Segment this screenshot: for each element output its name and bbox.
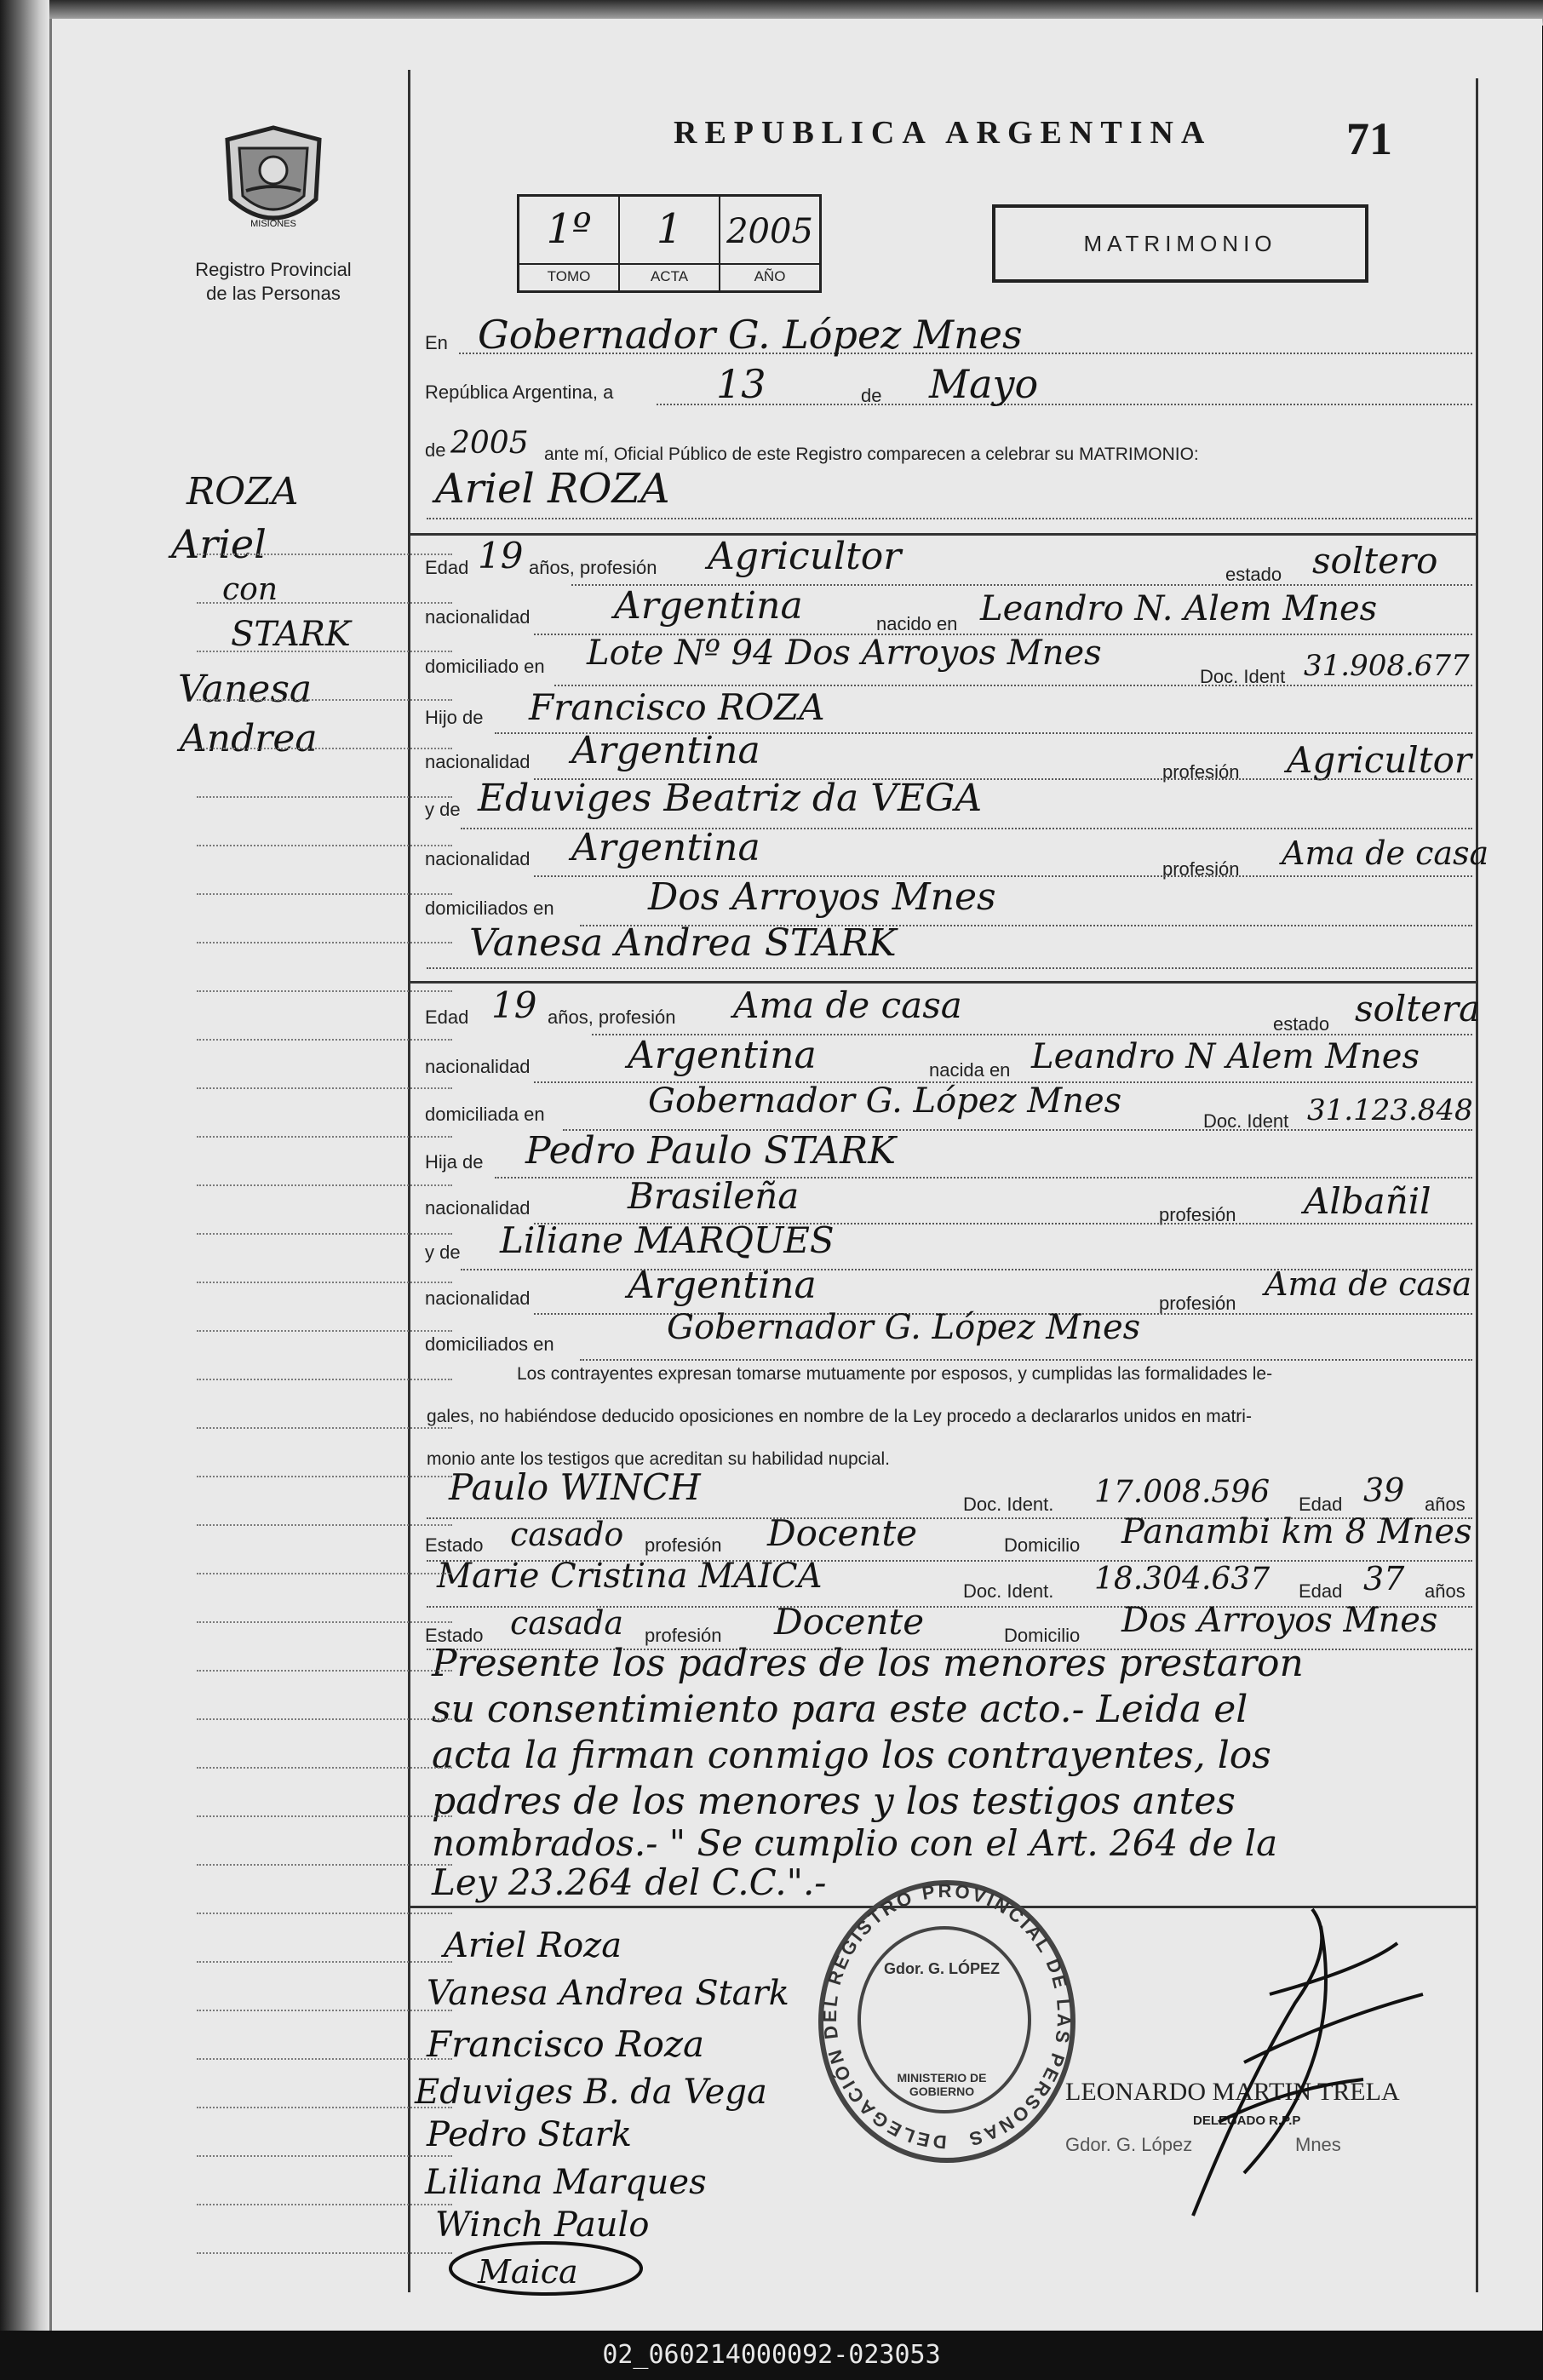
groom-domicile: Lote Nº 94 Dos Arroyos Mnes — [587, 634, 1102, 673]
margin-ruled-line — [197, 1621, 452, 1623]
groom-parents-domicile: Dos Arroyos Mnes — [648, 875, 996, 919]
margin-ruled-line — [197, 651, 452, 652]
crest-icon — [221, 123, 326, 240]
signature-1: Ariel Roza — [444, 1926, 622, 1965]
tomo-value: 1º — [546, 205, 592, 253]
svg-text:DELEGACIÓN DEL REGISTRO PROVIN — [819, 1880, 1075, 2153]
bride-father-nationality: Brasileña — [628, 1175, 800, 1217]
en-label: En — [425, 332, 448, 353]
note-line-6: Ley 23.264 del C.C.".- — [432, 1861, 827, 1903]
right-border — [1476, 78, 1478, 2292]
witness-1-estado-label: Estado — [425, 1534, 484, 1556]
bride-mother: Liliane MARQUES — [500, 1219, 835, 1261]
margin-ruled-line — [197, 1767, 452, 1769]
bride-nacida-label: nacida en — [929, 1059, 1011, 1081]
bride-yde-label: y de — [425, 1242, 461, 1263]
margin-ruled-line — [197, 845, 452, 846]
bride-estado-label: estado — [1273, 1013, 1330, 1035]
acta-label: ACTA — [650, 268, 689, 284]
groom-mother-nationality: Argentina — [571, 826, 760, 869]
witness-2-estado-label: Estado — [425, 1625, 484, 1646]
margin-ruled-line — [197, 1282, 452, 1283]
witness-1-domicile: Panambi km 8 Mnes — [1121, 1512, 1472, 1551]
official-place-2: Mnes — [1295, 2134, 1341, 2155]
republica-label: República Argentina, a — [425, 381, 614, 403]
witness-1-edad-label: Edad — [1299, 1494, 1343, 1515]
bride-name: Vanesa Andrea STARK — [469, 921, 897, 965]
margin-ruled-line — [197, 1913, 452, 1914]
provincial-crest — [221, 123, 326, 240]
bride-edad-label: Edad — [425, 1006, 469, 1028]
groom-father-nac-label: nacionalidad — [425, 751, 531, 772]
bride-dom-label: domiciliada en — [425, 1104, 545, 1125]
registry-name-2: de las Personas — [206, 283, 341, 304]
bride-nationality: Argentina — [628, 1034, 817, 1077]
margin-ruled-line — [197, 942, 452, 943]
witness-2-dom-label: Domicilio — [1004, 1625, 1081, 1646]
bride-father-nac-label: nacionalidad — [425, 1197, 531, 1219]
margin-ruled-line — [197, 1718, 452, 1720]
signature-4: Eduviges B. da Vega — [415, 2073, 767, 2112]
margin-ruled-line — [197, 1670, 452, 1672]
witness-2-name: Marie Cristina MAICA — [437, 1557, 823, 1596]
groom-age: 19 — [478, 535, 524, 576]
bride-anos-prof-label: años, profesión — [548, 1006, 676, 1028]
bride-hija-label: Hija de — [425, 1151, 484, 1173]
witness-2-anos-label: años — [1425, 1580, 1466, 1602]
column-divider — [408, 70, 410, 2292]
margin-name-2: Ariel — [171, 521, 267, 567]
groom-nacido-label: nacido en — [876, 613, 958, 634]
margin-ruled-line — [197, 1524, 452, 1526]
margin-name-1: ROZA — [186, 470, 299, 513]
witness-1-prof-label: profesión — [645, 1534, 722, 1556]
bride-father: Pedro Paulo STARK — [525, 1129, 896, 1173]
signature-6: Liliana Marques — [425, 2163, 707, 2202]
margin-ruled-line — [197, 2107, 452, 2108]
margin-ruled-line — [197, 602, 452, 604]
witness-1-age: 39 — [1363, 1471, 1405, 1509]
book-spine — [0, 0, 49, 2333]
margin-name-6: Andrea — [180, 717, 318, 760]
ano-label: AÑO — [754, 268, 786, 284]
crest-label: MISIONES — [250, 219, 296, 229]
signature-7: Winch Paulo — [435, 2205, 650, 2245]
witness-1-doc: 17.008.596 — [1094, 1475, 1271, 1510]
groom-doc: 31.908.677 — [1304, 649, 1470, 683]
groom-parents-dom-label: domiciliados en — [425, 898, 554, 919]
bride-birthplace: Leandro N Alem Mnes — [1031, 1037, 1420, 1076]
note-line-2: su consentimiento para este acto.- Leida el — [432, 1688, 1248, 1731]
ano-value: 2005 — [726, 212, 813, 251]
witness-1-anos-label: años — [1425, 1494, 1466, 1515]
groom-nac-label: nacionalidad — [425, 606, 531, 628]
de-label: de — [861, 385, 882, 406]
groom-hijo-label: Hijo de — [425, 707, 484, 728]
groom-name: Ariel ROZA — [435, 465, 670, 513]
signature-3: Francisco Roza — [427, 2023, 705, 2065]
margin-ruled-line — [197, 1136, 452, 1138]
ante-text: ante mí, Oficial Público de este Registro comparecen a celebrar su MATRIMONIO: — [544, 444, 1199, 464]
margin-ruled-line — [197, 1233, 452, 1235]
witness-2-domicile: Dos Arroyos Mnes — [1121, 1601, 1438, 1640]
bride-nac-label: nacionalidad — [425, 1056, 531, 1077]
bride-parents-domicile: Gobernador G. López Mnes — [667, 1308, 1141, 1347]
final-signature-loop — [444, 2224, 665, 2301]
record-type-box — [992, 204, 1368, 283]
day: 13 — [716, 361, 766, 407]
registry-name-1: Registro Provincial — [195, 259, 352, 280]
stamp-ring-text — [818, 1880, 1076, 2163]
groom-mother-prof-label: profesión — [1162, 858, 1240, 880]
register-page — [49, 19, 1542, 2331]
margin-ruled-line — [197, 990, 452, 992]
declaration-line-3: monio ante los testigos que acreditan su habilidad nupcial. — [427, 1449, 891, 1469]
margin-ruled-line — [197, 893, 452, 895]
witness-2-doc: 18.304.637 — [1094, 1562, 1271, 1597]
groom-birthplace: Leandro N. Alem Mnes — [980, 589, 1378, 628]
signature-5: Pedro Stark — [427, 2115, 632, 2154]
witness-2-prof-label: profesión — [645, 1625, 722, 1646]
stamp-inner: Gdor. G. LÓPEZ — [883, 1960, 1000, 1977]
bride-mother-profession: Ama de casa — [1265, 1265, 1472, 1303]
witness-1-profession: Docente — [767, 1512, 918, 1554]
witness-2-estado: casada — [510, 1604, 624, 1642]
declaration-line-2: gales, no habiéndose deducido oposiciones en nombre de la Ley procedo a declararlos unidos en matri- — [427, 1407, 1252, 1426]
de2-label: de — [425, 439, 446, 461]
bride-top-rule — [410, 981, 1476, 984]
year: 2005 — [450, 426, 529, 461]
groom-mother-profession: Ama de casa — [1282, 834, 1489, 872]
margin-ruled-line — [197, 2204, 452, 2205]
month: Mayo — [929, 361, 1039, 407]
margin-name-4: STARK — [231, 615, 351, 654]
margin-ruled-line — [197, 1815, 452, 1817]
margin-ruled-line — [197, 1864, 452, 1866]
record-number-box — [517, 194, 822, 293]
bride-mother-nationality: Argentina — [628, 1264, 817, 1307]
official-name: LEONARDO MARTIN TRELA — [1065, 2078, 1400, 2106]
margin-ruled-line — [197, 2252, 452, 2254]
groom-doc-label: Doc. Ident — [1200, 666, 1286, 687]
bride-mother-nac-label: nacionalidad — [425, 1287, 531, 1309]
note-line-1: Presente los padres de los menores prestaron — [432, 1642, 1304, 1685]
country-title: REPUBLICA ARGENTINA — [674, 115, 1213, 151]
bride-mother-prof-label: profesión — [1159, 1293, 1236, 1314]
witness-2-age: 37 — [1363, 1560, 1405, 1597]
margin-ruled-line — [197, 1427, 452, 1429]
margin-name-5: Vanesa — [178, 668, 313, 711]
margin-ruled-line — [197, 1961, 452, 1963]
margin-ruled-line — [197, 1184, 452, 1186]
signature-2: Vanesa Andrea Stark — [427, 1974, 789, 2013]
page-number: 71 — [1346, 113, 1392, 164]
bride-parents-dom-label: domiciliados en — [425, 1333, 554, 1355]
margin-ruled-line — [197, 2058, 452, 2060]
witness-1-doc-label: Doc. Ident. — [963, 1494, 1054, 1515]
margin-ruled-line — [197, 1039, 452, 1041]
margin-ruled-line — [197, 796, 452, 798]
official-place: Gdor. G. López — [1065, 2134, 1193, 2155]
bride-father-prof-label: profesión — [1159, 1204, 1236, 1225]
groom-mother-nac-label: nacionalidad — [425, 848, 531, 869]
official-signature-scribble — [1142, 1892, 1431, 2233]
margin-ruled-line — [197, 553, 452, 555]
bride-domicile: Gobernador G. López Mnes — [648, 1081, 1122, 1121]
witness-2-profession: Docente — [774, 1601, 925, 1643]
groom-profession: Agricultor — [708, 535, 902, 578]
record-type: MATRIMONIO — [1083, 231, 1277, 256]
margin-ruled-line — [197, 2010, 452, 2011]
margin-ruled-line — [197, 699, 452, 701]
place: Gobernador G. López Mnes — [478, 312, 1023, 358]
witness-1-dom-label: Domicilio — [1004, 1534, 1081, 1556]
bride-father-profession: Albañil — [1304, 1180, 1431, 1222]
margin-ruled-line — [197, 1087, 452, 1089]
groom-yde-label: y de — [425, 799, 461, 820]
groom-mother: Eduviges Beatriz da VEGA — [478, 777, 983, 820]
margin-name-3: con — [222, 572, 278, 607]
groom-father: Francisco ROZA — [529, 686, 825, 728]
groom-nationality: Argentina — [614, 584, 803, 628]
margin-ruled-line — [197, 1476, 452, 1477]
bride-profession: Ama de casa — [733, 984, 962, 1026]
groom-top-rule — [410, 533, 1476, 536]
acta-value: 1 — [656, 205, 683, 253]
witness-1-estado: casado — [510, 1516, 624, 1553]
bride-estado: soltera — [1355, 988, 1481, 1029]
margin-ruled-line — [197, 1573, 452, 1574]
margin-ruled-line — [197, 748, 452, 749]
note-line-3: acta la firman conmigo los contrayentes, los — [432, 1734, 1271, 1777]
note-line-5: nombrados.- " Se cumplio con el Art. 264 de la — [432, 1822, 1278, 1864]
groom-dom-label: domiciliado en — [425, 656, 545, 677]
tomo-label: TOMO — [547, 268, 591, 284]
signature-8: Maica — [478, 2253, 578, 2291]
note-line-4: padres de los menores y los testigos antes — [432, 1780, 1236, 1823]
stamp-inner-2: MINISTERIO DE GOBIERNO — [897, 2071, 987, 2098]
groom-estado-label: estado — [1225, 564, 1282, 585]
groom-father-profession: Agricultor — [1287, 739, 1471, 781]
groom-edad-label: Edad — [425, 557, 469, 578]
groom-estado: soltero — [1312, 540, 1438, 582]
groom-father-prof-label: profesión — [1162, 761, 1240, 783]
bride-age: 19 — [491, 984, 537, 1026]
official-title: DELEGADO R.P.P — [1193, 2113, 1301, 2128]
margin-ruled-line — [197, 1330, 452, 1332]
bride-doc-label: Doc. Ident — [1203, 1110, 1289, 1132]
declaration-line-1: Los contrayentes expresan tomarse mutuamente por esposos, y cumplidas las formalidades le- — [517, 1364, 1273, 1384]
stamp-ring-label: DELEGACIÓN DEL REGISTRO PROVINCIAL DE LAS PERSONAS — [818, 1880, 1076, 2153]
bride-doc: 31.123.848 — [1307, 1093, 1473, 1127]
witness-2-doc-label: Doc. Ident. — [963, 1580, 1054, 1602]
groom-father-nationality: Argentina — [571, 729, 760, 772]
witness-2-edad-label: Edad — [1299, 1580, 1343, 1602]
groom-anos-prof-label: años, profesión — [529, 557, 657, 578]
image-id: 02_060214000092-023053 — [602, 2340, 941, 2370]
margin-ruled-line — [197, 1379, 452, 1380]
witness-1-name: Paulo WINCH — [449, 1466, 701, 1508]
margin-ruled-line — [197, 2155, 452, 2157]
